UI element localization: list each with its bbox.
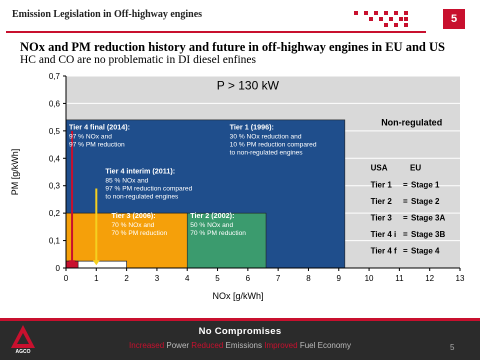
y-axis-label: PM [g/kWh] bbox=[10, 148, 20, 196]
x-tick-label: 11 bbox=[395, 274, 404, 283]
mapping-header-usa: USA bbox=[370, 163, 388, 173]
mapping-equals: = bbox=[403, 213, 408, 223]
x-tick-label: 9 bbox=[336, 274, 341, 283]
region-desc-label: 50 % NOx and bbox=[190, 222, 234, 230]
region-name-label: Tier 4 interim (2011): bbox=[105, 166, 176, 176]
mapping-eu-stage: Stage 3B bbox=[410, 230, 446, 240]
region-desc-label: 70 % PM reduction bbox=[111, 230, 168, 238]
y-tick-label: 0,4 bbox=[48, 154, 60, 164]
x-tick-label: 6 bbox=[245, 274, 251, 283]
x-tick-label: 13 bbox=[455, 274, 465, 283]
footer-slogan: No Compromises bbox=[198, 326, 282, 337]
region-desc-label: 70 % NOx and bbox=[111, 222, 155, 230]
mapping-equals: = bbox=[403, 197, 408, 207]
region-desc-label: 70 % PM reduction bbox=[190, 230, 246, 238]
tagline-part: Power bbox=[164, 341, 192, 350]
logo-text: AGCO bbox=[15, 349, 31, 354]
region-name-label: Tier 1 (1996): bbox=[229, 122, 274, 132]
mapping-equals: = bbox=[403, 230, 408, 240]
mapping-eu-stage: Stage 2 bbox=[410, 197, 440, 207]
x-tick-label: 5 bbox=[215, 274, 220, 283]
mapping-header-eu: EU bbox=[409, 163, 422, 173]
y-tick-label: 0,7 bbox=[48, 72, 60, 81]
y-tick-label: 0,6 bbox=[48, 99, 60, 109]
region-name-label: Tier 4 final (2014): bbox=[69, 122, 131, 132]
mapping-equals: = bbox=[403, 246, 408, 256]
footer-accent-line bbox=[0, 318, 480, 321]
slide-subtitle: HC and CO are no problematic in DI diesel enfines bbox=[20, 54, 257, 66]
header-title: Emission Legislation in Off-highway engines bbox=[12, 9, 203, 20]
y-tick-label: 0,2 bbox=[48, 209, 60, 219]
region-name-label: Tier 3 (2006): bbox=[111, 211, 156, 221]
tagline-part: Fuel Economy bbox=[297, 341, 351, 350]
x-tick-label: 4 bbox=[185, 274, 190, 283]
mapping-usa-tier: Tier 2 bbox=[370, 197, 392, 207]
footer-page-number: 5 bbox=[450, 343, 455, 352]
region-desc-label: to non-regulated engines bbox=[105, 193, 179, 201]
tagline-part: Emissions bbox=[223, 341, 265, 350]
mapping-eu-stage: Stage 3A bbox=[410, 213, 446, 223]
y-tick-label: 0 bbox=[55, 264, 60, 273]
region-desc-label: 85 % NOx and bbox=[105, 177, 149, 185]
y-tick-label: 0,5 bbox=[48, 126, 60, 136]
tagline-part: Increased bbox=[129, 341, 165, 350]
non-regulated-label: Non-regulated bbox=[381, 117, 443, 128]
x-tick-label: 3 bbox=[154, 274, 160, 283]
x-tick-label: 2 bbox=[124, 274, 129, 283]
mapping-usa-tier: Tier 4 i bbox=[370, 230, 397, 240]
mapping-usa-tier: Tier 4 f bbox=[370, 246, 397, 256]
page-number-badge: 5 bbox=[443, 9, 465, 29]
mapping-equals: = bbox=[403, 180, 408, 190]
x-tick-label: 12 bbox=[425, 274, 435, 283]
x-axis-label: NOx [g/kWh] bbox=[212, 291, 264, 301]
x-tick-label: 0 bbox=[63, 274, 69, 283]
region-desc-label: 97 % PM reduction bbox=[69, 141, 125, 149]
region-desc-label: 10 % PM reduction compared bbox=[229, 141, 317, 149]
tagline-part: Reduced bbox=[191, 341, 224, 350]
slide-header bbox=[0, 0, 480, 36]
region-desc-label: 97 % PM reduction compared bbox=[105, 185, 193, 193]
mapping-eu-stage: Stage 1 bbox=[410, 180, 440, 190]
tagline-part: Improved bbox=[264, 341, 298, 350]
decorative-dots bbox=[340, 8, 412, 30]
region-desc-label: to non-regulated engines bbox=[229, 149, 303, 157]
x-tick-label: 7 bbox=[275, 274, 281, 283]
mapping-eu-stage: Stage 4 bbox=[410, 246, 440, 256]
footer-tagline bbox=[0, 341, 480, 350]
region-desc-label: 97 % NOx and bbox=[69, 133, 112, 141]
mapping-usa-tier: Tier 3 bbox=[370, 213, 392, 223]
x-tick-label: 10 bbox=[364, 274, 374, 283]
region-name-label: Tier 2 (2002): bbox=[190, 211, 235, 221]
power-class-label: P > 130 kW bbox=[216, 78, 279, 93]
emission-chart bbox=[0, 70, 480, 310]
mapping-usa-tier: Tier 1 bbox=[370, 180, 392, 190]
x-tick-label: 8 bbox=[306, 274, 311, 283]
y-tick-label: 0,1 bbox=[48, 236, 60, 246]
y-tick-label: 0,3 bbox=[48, 181, 60, 191]
footer-bar bbox=[0, 318, 480, 360]
region-desc-label: 30 % NOx reduction and bbox=[229, 133, 302, 141]
slide-title: NOx and PM reduction history and future in off-highway engines in EU and US bbox=[20, 40, 445, 54]
x-tick-label: 1 bbox=[94, 274, 99, 283]
header-divider bbox=[6, 31, 426, 33]
